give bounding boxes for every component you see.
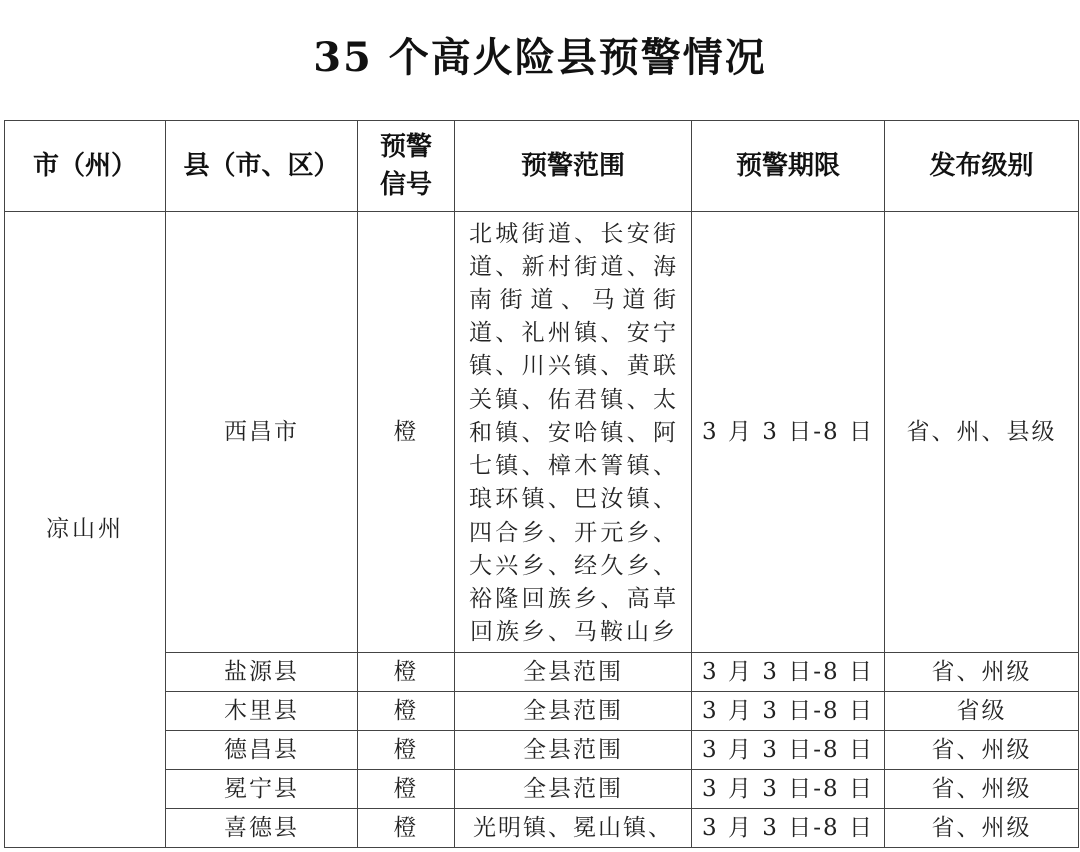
header-signal xyxy=(358,121,455,212)
level-cell: 省、州级 xyxy=(885,809,1079,848)
table-row xyxy=(5,692,1079,731)
signal-cell: 橙 xyxy=(358,212,455,653)
table-row xyxy=(5,809,1079,848)
header-signal-line2: 信号 xyxy=(379,170,432,200)
header-period: 预警期限 xyxy=(692,121,885,212)
signal-cell: 橙 xyxy=(358,731,455,770)
county-cell: 西昌市 xyxy=(166,212,358,653)
header-scope: 预警范围 xyxy=(455,121,692,212)
scope-cell: 全县范围 xyxy=(455,692,692,731)
period-cell: 3 月 3 日-8 日 xyxy=(692,770,885,809)
signal-cell: 橙 xyxy=(358,809,455,848)
scope-cell: 北城街道、长安街道、新村街道、海南街道、马道街道、礼州镇、安宁镇、川兴镇、黄联关镇、佑君镇、太和镇、安哈镇、阿七镇、樟木箐镇、琅环镇、巴汝镇、四合乡、开元乡、大兴乡、经久乡、裕隆回族乡、高草回族乡、马鞍山乡 xyxy=(455,212,692,653)
county-cell: 盐源县 xyxy=(166,653,358,692)
signal-cell: 橙 xyxy=(358,653,455,692)
scope-cell: 全县范围 xyxy=(455,653,692,692)
period-cell: 3 月 3 日-8 日 xyxy=(692,731,885,770)
period-cell: 3 月 3 日-8 日 xyxy=(692,653,885,692)
table-row xyxy=(5,653,1079,692)
signal-cell: 橙 xyxy=(358,692,455,731)
level-cell: 省、州级 xyxy=(885,731,1079,770)
level-cell: 省级 xyxy=(885,692,1079,731)
level-cell: 省、州级 xyxy=(885,770,1079,809)
scope-cell: 全县范围 xyxy=(455,770,692,809)
level-cell: 省、州级 xyxy=(885,653,1079,692)
county-cell: 德昌县 xyxy=(166,731,358,770)
header-county: 县（市、区） xyxy=(166,121,358,212)
warning-table xyxy=(4,120,1079,848)
table-row xyxy=(5,731,1079,770)
signal-cell: 橙 xyxy=(358,770,455,809)
county-cell: 冕宁县 xyxy=(166,770,358,809)
table-row xyxy=(5,212,1079,653)
county-cell: 木里县 xyxy=(166,692,358,731)
header-city: 市（州） xyxy=(5,121,166,212)
county-cell: 喜德县 xyxy=(166,809,358,848)
page-title: 35 个高火险县预警情况 xyxy=(313,34,767,81)
period-cell: 3 月 3 日-8 日 xyxy=(692,212,885,653)
table-row xyxy=(5,770,1079,809)
period-cell: 3 月 3 日-8 日 xyxy=(692,692,885,731)
period-cell: 3 月 3 日-8 日 xyxy=(692,809,885,848)
city-cell: 凉山州 xyxy=(5,212,166,848)
scope-cell: 全县范围 xyxy=(455,731,692,770)
header-level: 发布级别 xyxy=(885,121,1079,212)
scope-cell: 光明镇、冕山镇、 xyxy=(455,809,692,848)
header-row xyxy=(5,121,1079,212)
header-signal-line1: 预警 xyxy=(379,132,432,162)
level-cell: 省、州、县级 xyxy=(885,212,1079,653)
